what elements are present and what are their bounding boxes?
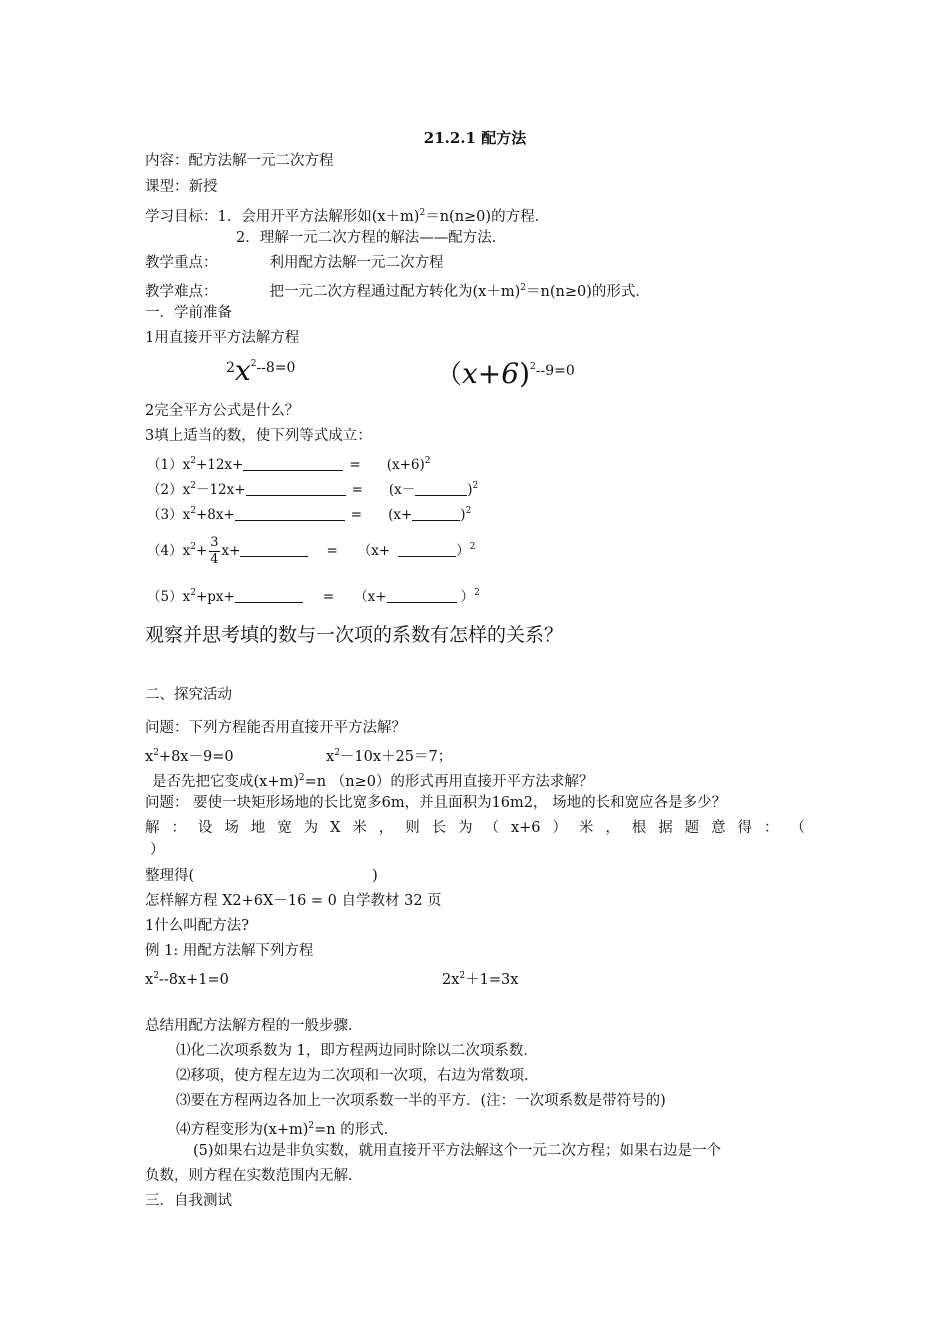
- what-line: 1什么叫配方法?: [145, 918, 249, 934]
- question-2: 2完全平方公式是什么？: [145, 403, 300, 419]
- blank[interactable]: [415, 481, 467, 496]
- step-2: ⑵移项，使方程左边为二次项和一次项，右边为常数项．: [176, 1068, 539, 1084]
- equation-a: $x^2+8x-9=0$: [145, 748, 234, 765]
- fill-item-2: $(2)x^2-12x+ = (x- )^2$: [147, 481, 479, 498]
- blank[interactable]: [235, 506, 345, 521]
- key-point: 教学重点： 利用配方法解一元二次方程: [145, 255, 444, 271]
- blank[interactable]: [235, 588, 303, 603]
- lesson-type: 课型：新授: [145, 179, 218, 195]
- problem-2: 问题： 要使一块矩形场地的长比宽多6m，并且面积为16m2， 场地的长和宽应各是多少？: [145, 795, 727, 811]
- fill-item-3: $(3)x^2+8x+ = (x+ )^2$: [147, 506, 472, 523]
- how-line: 怎样解方程 X2+6X－16 = 0 自学教材 32 页: [145, 893, 442, 909]
- blank[interactable]: [243, 456, 343, 471]
- difficulty: 教学难点： 把一元二次方程通过配方转化为$(x+m)^2=n(n\ge 0)$的形式．: [145, 283, 650, 300]
- section-3-heading: 三．自我测试: [145, 1193, 232, 1209]
- blank[interactable]: [398, 542, 456, 557]
- question-3: 3填上适当的数，使下列等式成立：: [145, 428, 372, 444]
- goal-2: 2．理解一元二次方程的解法——配方法．: [236, 230, 507, 246]
- example-equation-a: $x^2--8x+1=0$: [145, 971, 229, 988]
- content-line: 内容：配方法解一元二次方程: [145, 153, 334, 169]
- question-1: 1用直接开平方法解方程: [145, 330, 300, 346]
- blank[interactable]: [387, 588, 457, 603]
- fill-item-5: $(5)x^2+px+ = (x+ )^2$: [147, 588, 480, 605]
- step-3: ⑶要在方程两边各加上一次项系数一半的平方．(注：一次项系数是带符号的): [176, 1093, 666, 1109]
- solution-line: 解 ： 设 场 地 宽 为 X 米 ， 则 长 为 （ x+6 ） 米 ， 根 据 题 意 得 ： （: [145, 820, 805, 836]
- step-5a: (5)如果右边是非负实数，就用直接开平方法解这个一元二次方程；如果右边是一个: [193, 1143, 722, 1159]
- example-equation-b: $2x^2+1=3x$: [442, 971, 519, 988]
- solution-close: ）: [150, 842, 165, 858]
- ask-line: 是否先把它变成$(x+m)^2=n$ （n≥0）的形式再用直接开平方法求解？: [152, 773, 594, 790]
- fill-item-4: $(4)x^2+$ $\frac{3}{4}$ $x+ = (x+ )^2$: [147, 535, 476, 567]
- blank[interactable]: [240, 542, 308, 557]
- blank[interactable]: [412, 506, 460, 521]
- fraction: $\frac{3}{4}$: [210, 535, 219, 567]
- example-1: 例 1: 用配方法解下列方程: [145, 943, 314, 959]
- step-1: ⑴化二次项系数为 1，即方程两边同时除以二次项系数．: [176, 1043, 538, 1059]
- equation-b: $x^2-10x+25=7$；: [326, 748, 453, 765]
- tidy-line: 整理得( ): [145, 868, 378, 884]
- section-2-heading: 二、探究活动: [145, 687, 232, 703]
- equation-1: $2x^2--8=0$: [226, 354, 296, 387]
- problem-1: 问题：下列方程能否用直接开平方法解？: [145, 720, 406, 736]
- observe-question: 观察并思考填的数与一次项的系数有怎样的关系？: [145, 624, 564, 646]
- blank[interactable]: [246, 481, 346, 496]
- step-4: ⑷方程变形为$(x+m)^2=n$ 的形式．: [176, 1121, 399, 1138]
- section-1-heading: 一．学前准备: [145, 305, 232, 321]
- fill-item-1: $(1)x^2+12x+ = (x+6)^2$: [147, 456, 431, 473]
- page-title: 21.2.1 配方法: [423, 129, 527, 147]
- equation-2: （x+6)$^2$--9=0: [436, 357, 575, 390]
- goal-1: 学习目标：1．会用开平方法解形如$(x+m)^2=n(n\ge 0)$的方程．: [145, 208, 550, 225]
- summary: 总结用配方法解方程的一般步骤．: [145, 1018, 363, 1034]
- step-5b: 负数，则方程在实数范围内无解．: [145, 1168, 363, 1184]
